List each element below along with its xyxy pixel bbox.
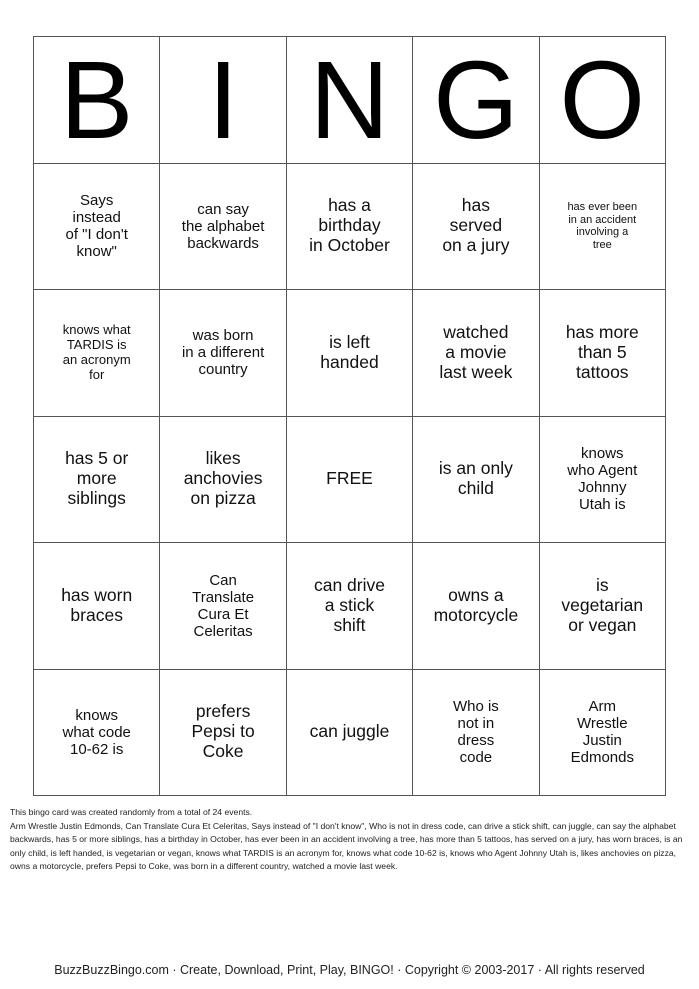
cell-text-line: Utah is	[578, 496, 626, 514]
cell-text-line: vegetarian	[561, 594, 644, 615]
cell-text-line: is an only	[438, 458, 513, 479]
bingo-cell	[540, 670, 666, 797]
cell-text-line: in a different	[181, 344, 265, 362]
cell-text-line: Cura Et	[197, 605, 249, 623]
cell-text-line: or vegan	[568, 614, 637, 635]
cell-text-line: likes	[205, 448, 241, 469]
cell-text-line: can drive	[313, 574, 385, 595]
cell-text-line: Johnny	[578, 479, 627, 497]
bingo-cell	[160, 164, 286, 291]
bingo-cell	[34, 670, 160, 797]
bingo-cell	[287, 164, 413, 291]
cell-text-line: braces	[70, 604, 123, 625]
bingo-cell	[34, 164, 160, 291]
cell-text-line: Arm	[588, 698, 617, 716]
cell-text-line: the alphabet	[181, 217, 265, 235]
header-letter-b: B	[34, 37, 160, 164]
bingo-cell	[540, 290, 666, 417]
cell-text-line: country	[198, 361, 248, 379]
bingo-cell	[160, 670, 286, 797]
bingo-cell	[413, 417, 539, 544]
cell-text-line: in October	[309, 235, 390, 256]
cell-text-line: TARDIS is	[66, 336, 127, 352]
cell-text-line: prefers	[195, 701, 251, 722]
cell-text-line: anchovies	[183, 468, 263, 489]
cell-text-line: on a jury	[442, 235, 510, 256]
bingo-cell	[34, 543, 160, 670]
bingo-cell	[413, 543, 539, 670]
cell-text-line: what code	[62, 723, 131, 741]
cell-text-line: child	[457, 478, 494, 499]
bingo-cell	[540, 543, 666, 670]
bingo-cell	[160, 543, 286, 670]
bingo-cell	[540, 164, 666, 291]
header-letter-n: N	[287, 37, 413, 164]
cell-text-line: on pizza	[190, 488, 256, 509]
cell-text-line: Who is	[452, 698, 499, 716]
cell-text-line: has a	[328, 195, 371, 216]
bingo-cell	[540, 417, 666, 544]
cell-text-line: shift	[333, 614, 366, 635]
cell-text-line: for	[89, 366, 105, 382]
site-footer: BuzzBuzzBingo.com · Create, Download, Print, Play, BINGO! · Copyright © 2003-2017 · All rights reserved	[54, 963, 645, 977]
cell-text-line: code	[459, 749, 493, 767]
header-letter-i: I	[160, 37, 286, 164]
cell-text-line: can juggle	[309, 721, 390, 742]
cell-text-line: served	[449, 215, 503, 236]
events-summary: This bingo card was created randomly from a total of 24 events.	[10, 807, 253, 817]
cell-text-line: tattoos	[576, 361, 629, 382]
cell-text-line: is	[595, 574, 609, 595]
cell-text-line: has ever been	[567, 201, 638, 214]
cell-text-line: tree	[592, 238, 612, 251]
cell-text-line: not in	[457, 715, 495, 733]
cell-text-line: owns a	[448, 584, 504, 605]
cell-text-line: has more	[565, 321, 639, 342]
bingo-cell	[287, 543, 413, 670]
cell-text-line: is left	[329, 331, 370, 352]
cell-text-line: more	[76, 468, 117, 489]
cell-text-line: a movie	[445, 341, 507, 362]
cell-text-line: knows	[75, 706, 118, 724]
cell-text-line: knows	[581, 445, 624, 463]
cell-text-line: Celeritas	[193, 622, 253, 640]
cell-text-line: in an accident	[568, 213, 637, 226]
cell-text-line: Edmonds	[570, 749, 634, 767]
cell-text-line: handed	[320, 351, 379, 372]
cell-text-line: Translate	[192, 588, 255, 606]
cell-text-line: an acronym	[62, 351, 131, 367]
cell-text-line: was born	[192, 327, 254, 345]
cell-text-line: birthday	[318, 215, 381, 236]
cell-text-line: Coke	[202, 741, 244, 762]
bingo-cell	[287, 290, 413, 417]
card-notes	[10, 806, 690, 874]
bingo-cell	[287, 670, 413, 797]
free-space-cell	[287, 417, 413, 544]
bingo-cell	[160, 417, 286, 544]
cell-text-line: instead	[72, 209, 121, 227]
cell-text-line: last week	[439, 361, 513, 382]
cell-text-line: of "I don't	[65, 226, 128, 244]
bingo-card	[33, 36, 666, 796]
bingo-cell	[34, 417, 160, 544]
bingo-cell	[413, 670, 539, 797]
cell-text-line: dress	[457, 732, 495, 750]
cell-text-line: Pepsi to	[191, 721, 255, 742]
events-list: Arm Wrestle Justin Edmonds, Can Translate Cura Et Celeritas, Says instead of "I don't know", Who is not in dress code, can drive a stick shift, can juggle, can say the alphabet backwards, has 5 or more siblings, has a birthday in October, has ever been in an accident involving a tree, has more than 5 tattoos, has served on a jury, has worn braces, is an only child, is left handed, is vegetarian or vegan, knows what TARDIS is an acronym for, knows what code 10-62 is, knows who Agent Johnny Utah is, likes anchovies on pizza, owns a motorcycle, prefers Pepsi to Coke, was born in a different country, watched a movie last week.	[10, 820, 683, 871]
bingo-cell	[160, 290, 286, 417]
cell-text-line: watched	[443, 321, 509, 342]
header-letter-o: O	[540, 37, 666, 164]
cell-text-line: has worn	[61, 584, 133, 605]
cell-text-line: Justin	[582, 732, 622, 750]
cell-text-line: has	[461, 195, 490, 216]
cell-text-line: Can	[209, 571, 237, 589]
cell-text-line: siblings	[67, 488, 126, 509]
cell-text-line: know"	[76, 243, 117, 261]
cell-text-line: who Agent	[567, 462, 638, 480]
bingo-cell	[413, 290, 539, 417]
cell-text-line: backwards	[187, 234, 259, 252]
cell-text-line: Wrestle	[577, 715, 628, 733]
header-letter-g: G	[413, 37, 539, 164]
cell-text-line: knows what	[62, 322, 131, 338]
cell-text-line: a stick	[324, 594, 375, 615]
cell-text-line: involving a	[576, 226, 629, 239]
cell-text-line: has 5 or	[65, 448, 129, 469]
bingo-cell	[34, 290, 160, 417]
cell-text-line: than 5	[577, 341, 627, 362]
cell-text-line: 10-62 is	[70, 740, 124, 758]
cell-text-line: motorcycle	[433, 604, 519, 625]
cell-text-line: Says	[80, 192, 114, 210]
cell-text-line: FREE	[326, 468, 373, 489]
cell-text-line: can say	[197, 200, 249, 218]
bingo-cell	[413, 164, 539, 291]
